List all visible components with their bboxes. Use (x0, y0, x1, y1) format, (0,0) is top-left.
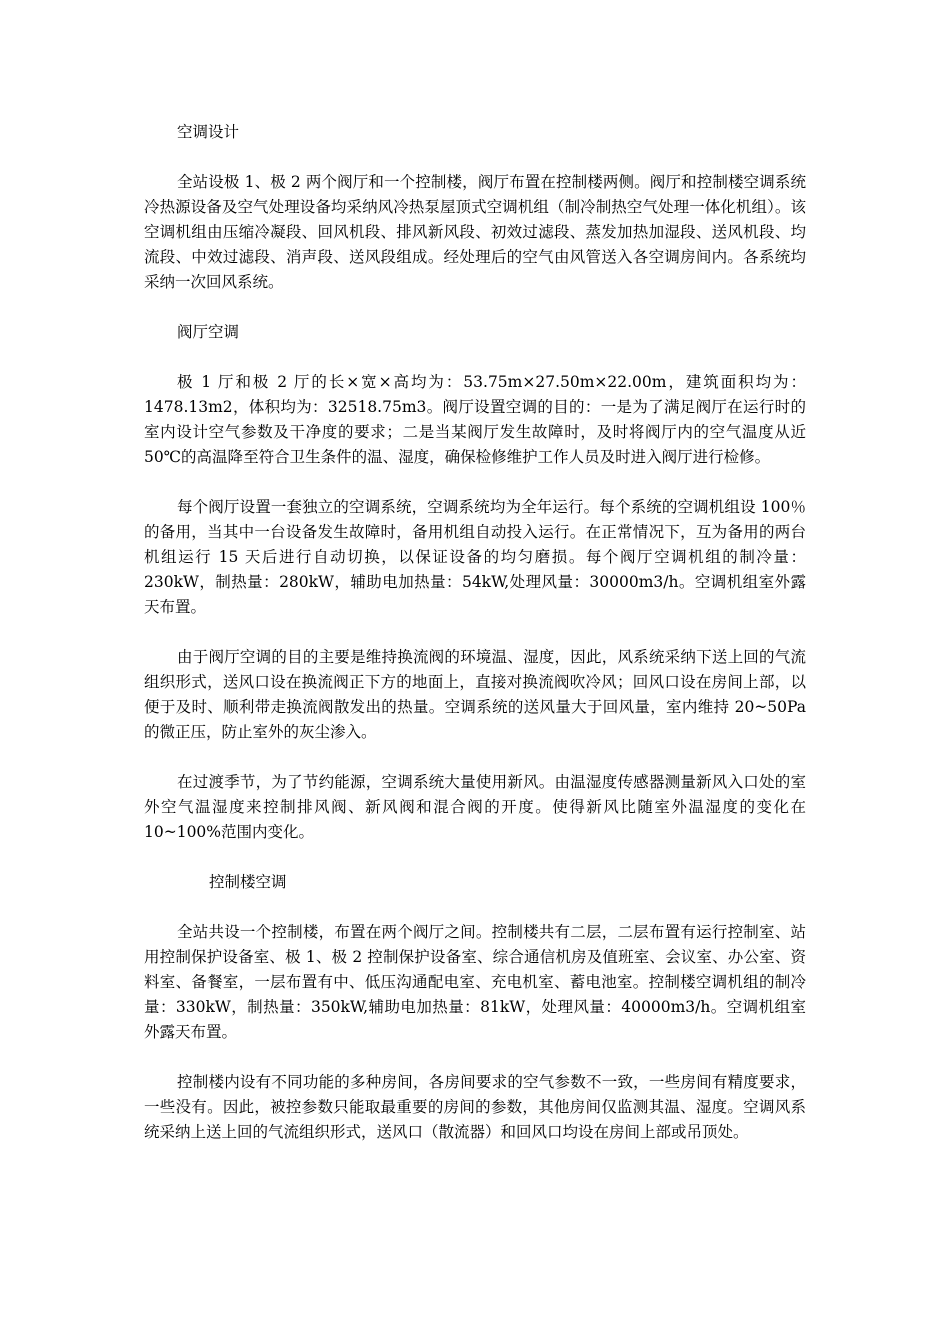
paragraph-valve-hall-airflow: 由于阀厅空调的目的主要是维持换流阀的环境温、湿度，因此，风系统采纳下送上回的气流组织形式，送风口设在换流阀正下方的地面上，直接对换流阀吹冷风；回风口设在房间上部，以便于及时、顺利带走换流阀散发出的热量。空调系统的送风量大于回风量，室内维持 20~50Pa 的微正压，防止室外的灰尘渗入。 (144, 648, 806, 741)
section-heading-hvac-design: 空调设计 (177, 123, 240, 141)
paragraph-control-building-airflow: 控制楼内设有不同功能的多种房间，各房间要求的空气参数不一致，一些房间有精度要求，一些没有。因此，被控参数只能取最重要的房间的参数，其他房间仅监测其温、湿度。空调风系统采纳上送上回的气流组织形式，送风口（散流器）和回风口均设在房间上部或吊顶处。 (144, 1073, 806, 1141)
paragraph-hvac-overview: 全站设极 1、极 2 两个阀厅和一个控制楼，阀厅布置在控制楼两侧。阀厅和控制楼空调系统冷热源设备及空气处理设备均采纳风冷热泵屋顶式空调机组（制冷制热空气处理一体化机组）。该空调机组由压缩冷凝段、回风机段、排风新风段、初效过滤段、蒸发加热加湿段、送风机段、均流段、中效过滤段、消声段、送风段组成。经处理后的空气由风管送入各空调房间内。各系统均采纳一次回风系统。 (144, 173, 806, 291)
section-heading-valve-hall: 阀厅空调 (177, 323, 240, 341)
paragraph-control-building-layout: 全站共设一个控制楼，布置在两个阀厅之间。控制楼共有二层，二层布置有运行控制室、站用控制保护设备室、极 1、极 2 控制保护设备室、综合通信机房及值班室、会议室、办公室、资料室、备餐室，一层布置有中、低压沟通配电室、充电机室、蓄电池室。控制楼空调机组的制冷量：330kW，制热量：350kW,辅助电加热量：81kW，处理风量：40000m3/h。空调机组室外露天布置。 (144, 923, 806, 1041)
paragraph-valve-hall-fresh-air: 在过渡季节，为了节约能源，空调系统大量使用新风。由温湿度传感器测量新风入口处的室外空气温湿度来控制排风阀、新风阀和混合阀的开度。使得新风比随室外温湿度的变化在 10~100%范围内变化。 (144, 773, 806, 841)
section-heading-control-building: 控制楼空调 (209, 873, 287, 891)
paragraph-valve-hall-system: 每个阀厅设置一套独立的空调系统，空调系统均为全年运行。每个系统的空调机组设 100％的备用，当其中一台设备发生故障时，备用机组自动投入运行。在正常情况下，互为备用的两台机组运行 15 天后进行自动切换，以保证设备的均匀磨损。每个阀厅空调机组的制冷量：230kW，制热量：280kW，辅助电加热量：54kW,处理风量：30000m3/h。空调机组室外露天布置。 (144, 498, 806, 616)
paragraph-valve-hall-dimensions: 极 1 厅和极 2 厅的长×宽×高均为：53.75m×27.50m×22.00m，建筑面积均为：1478.13m2，体积均为：32518.75m3。阀厅设置空调的目的：一是为了满足阀厅在运行时的室内设计空气参数及干净度的要求；二是当某阀厅发生故障时，及时将阀厅内的空气温度从近 50℃的高温降至符合卫生条件的温、湿度，确保检修维护工作人员及时进入阀厅进行检修。 (144, 373, 806, 466)
